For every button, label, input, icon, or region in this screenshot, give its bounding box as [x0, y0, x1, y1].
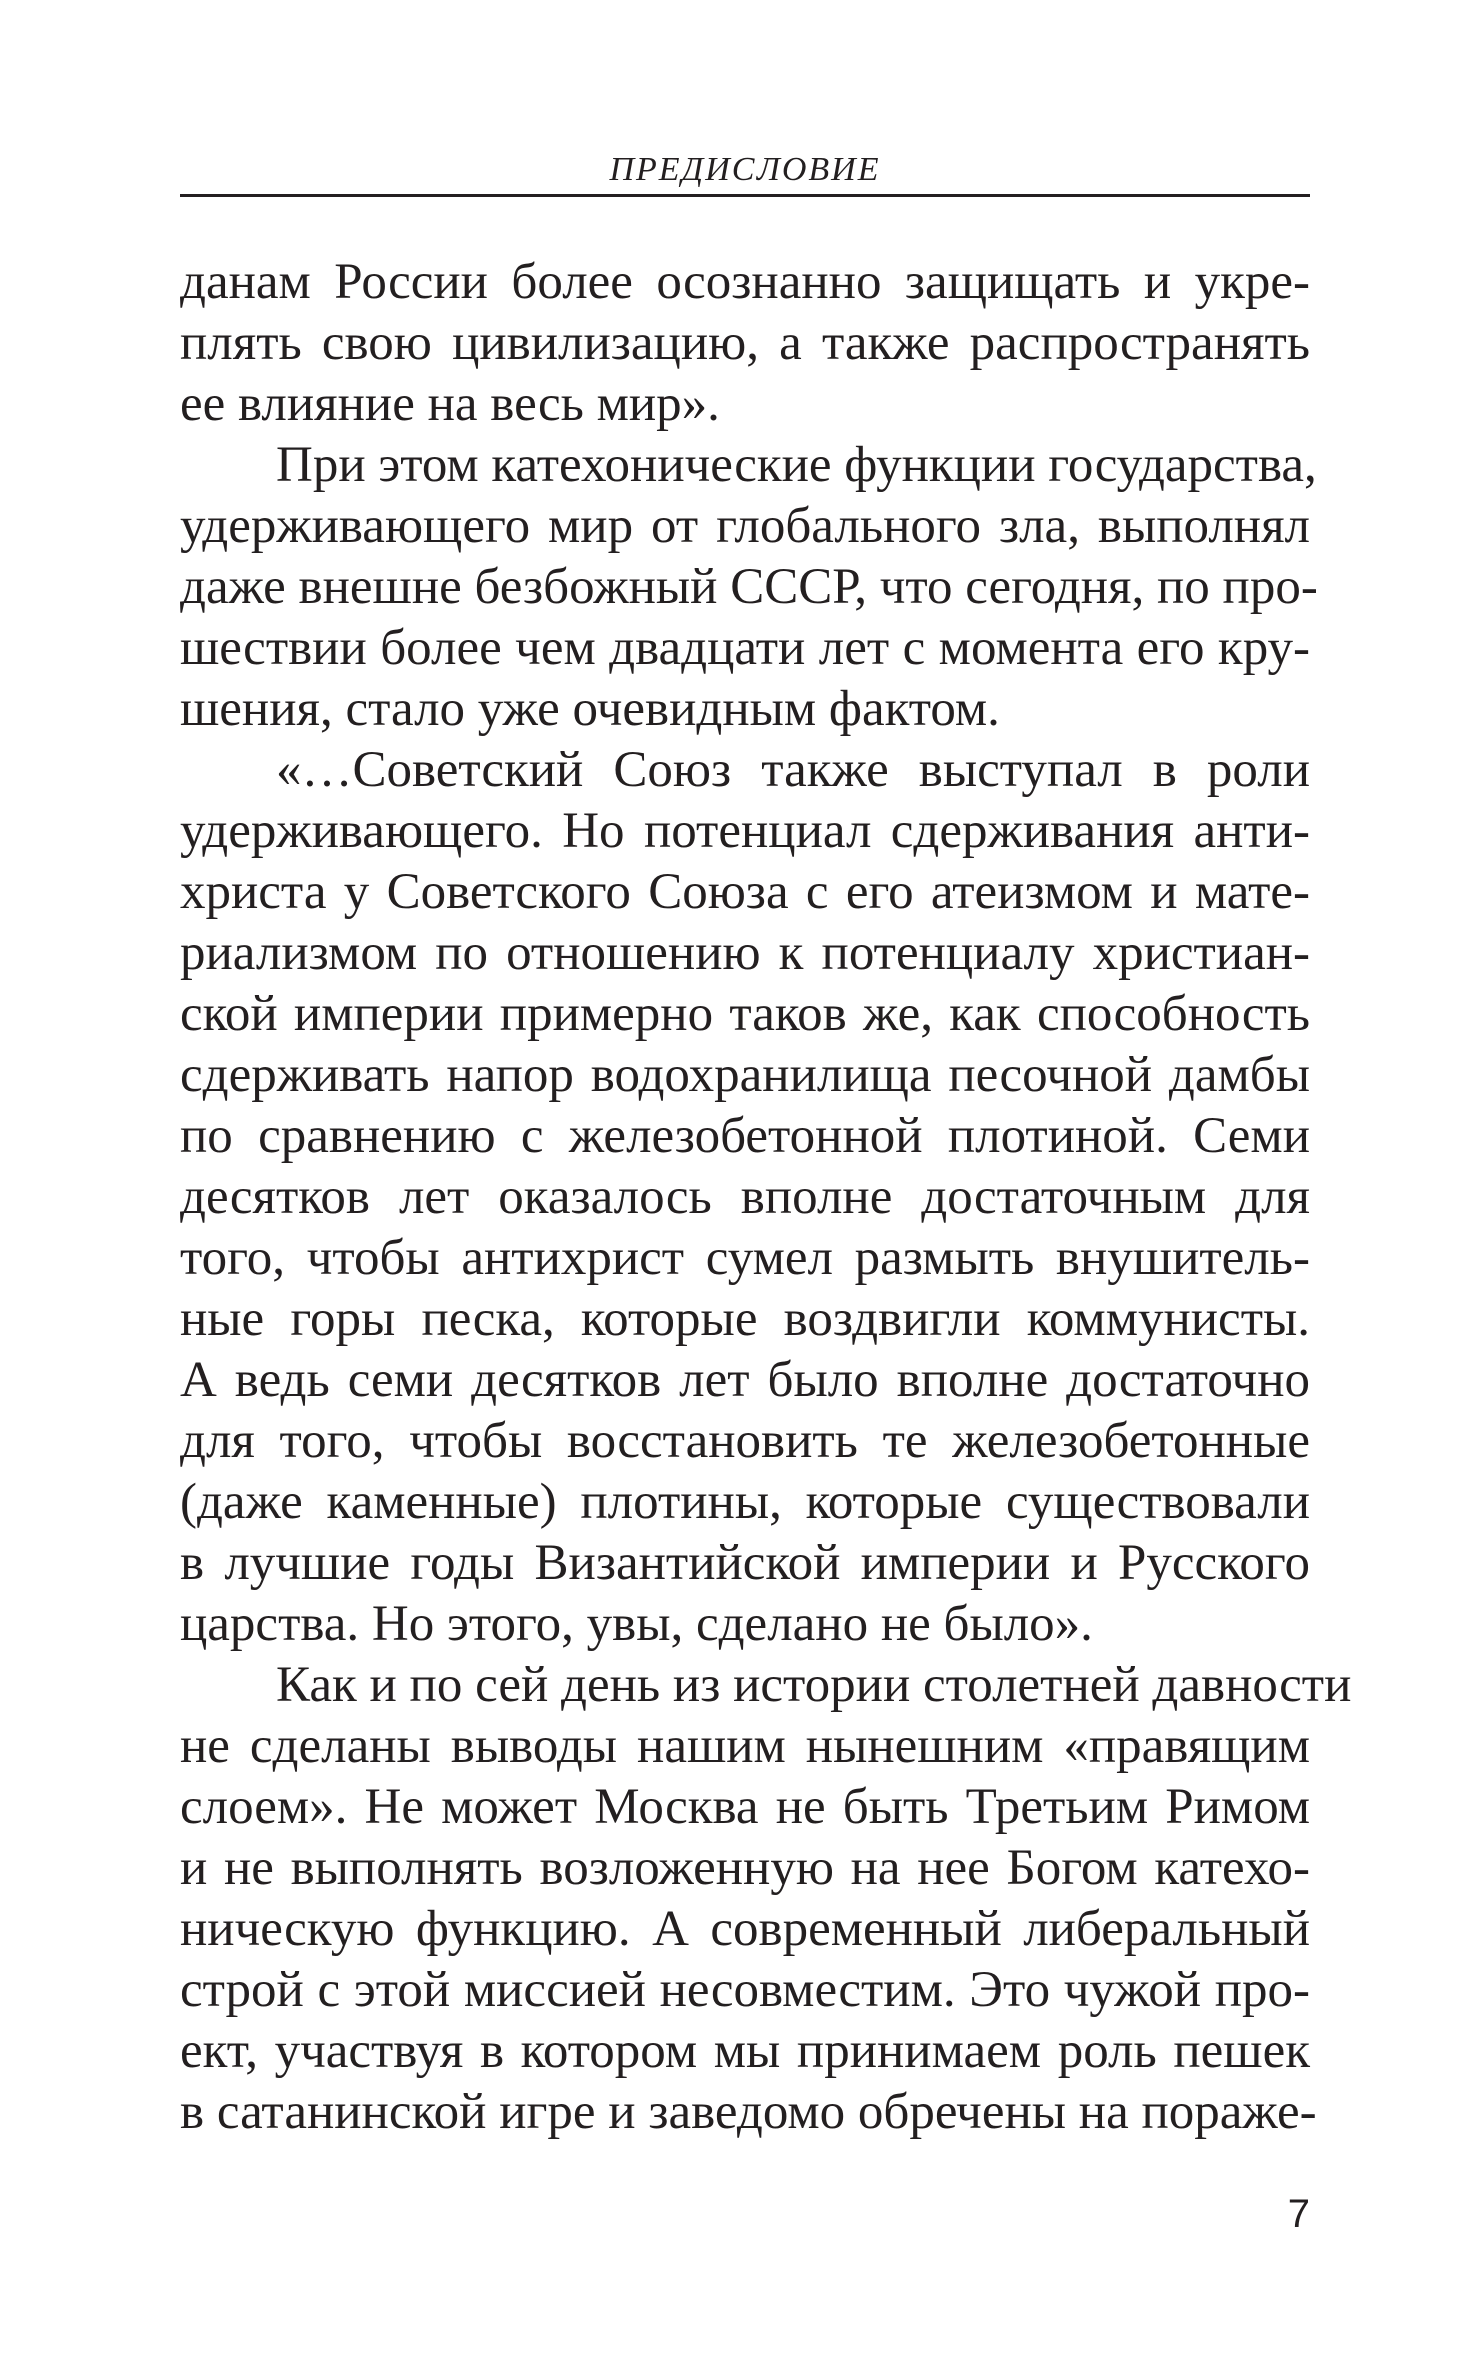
text-line: ской империи примерно таков же, как способность [180, 986, 1310, 1042]
text-line: удерживающего. Но потенциал сдерживания анти- [180, 803, 1310, 859]
text-line: в лучшие годы Византийской империи и Русского [180, 1535, 1310, 1591]
text-line: сдерживать напор водохранилища песочной дамбы [180, 1047, 1310, 1103]
text-line: по сравнению с железобетонной плотиной. Семи [180, 1108, 1310, 1164]
text-line: ее влияние на весь мир». [180, 376, 720, 432]
text-line: ные горы песка, которые воздвигли коммунисты. [180, 1291, 1310, 1347]
text-line: строй с этой миссией несовместим. Это чужой про- [180, 1962, 1310, 2018]
text-line: При этом катехонические функции государства, [276, 437, 1317, 493]
text-line: «…Советский Союз также выступал в роли [276, 742, 1310, 798]
running-head-title: ПРЕДИСЛОВИЕ [609, 151, 881, 188]
text-line: шения, стало уже очевидным фактом. [180, 681, 1000, 737]
text-line: не сделаны выводы нашим нынешним «правящим [180, 1718, 1310, 1774]
text-line: плять свою цивилизацию, а также распространять [180, 315, 1310, 371]
text-line: А ведь семи десятков лет было вполне достаточно [180, 1352, 1310, 1408]
text-line: для того, чтобы восстановить те железобетонные [180, 1413, 1310, 1469]
text-line: царства. Но этого, увы, сделано не было». [180, 1596, 1093, 1652]
text-line: ект, участвуя в котором мы принимаем роль пешек [180, 2023, 1310, 2079]
text-line: удерживающего мир от глобального зла, выполнял [180, 498, 1310, 554]
text-line: Как и по сей день из истории столетней давности [276, 1657, 1352, 1713]
text-line: шествии более чем двадцати лет с момента его кру- [180, 620, 1310, 676]
header-rule [180, 194, 1310, 197]
text-line: данам России более осознанно защищать и укре- [180, 254, 1310, 310]
text-line: того, чтобы антихрист сумел размыть внушитель- [180, 1230, 1310, 1286]
text-line: десятков лет оказалось вполне достаточным для [180, 1169, 1310, 1225]
page-number: 7 [1287, 2192, 1310, 2236]
text-line: слоем». Не может Москва не быть Третьим Римом [180, 1779, 1310, 1835]
body-text [180, 252, 1352, 2143]
text-line: даже внешне безбожный СССР, что сегодня, по про- [180, 559, 1318, 615]
text-line: в сатанинской игре и заведомо обречены на пораже- [180, 2084, 1317, 2140]
text-line: (даже каменные) плотины, которые существовали [180, 1474, 1310, 1530]
text-line: риализмом по отношению к потенциалу христиан- [180, 925, 1310, 981]
text-line: и не выполнять возложенную на нее Богом катехо- [180, 1840, 1310, 1896]
text-line: ническую функцию. А современный либеральный [180, 1901, 1310, 1957]
text-line: христа у Советского Союза с его атеизмом и мате- [180, 864, 1310, 920]
